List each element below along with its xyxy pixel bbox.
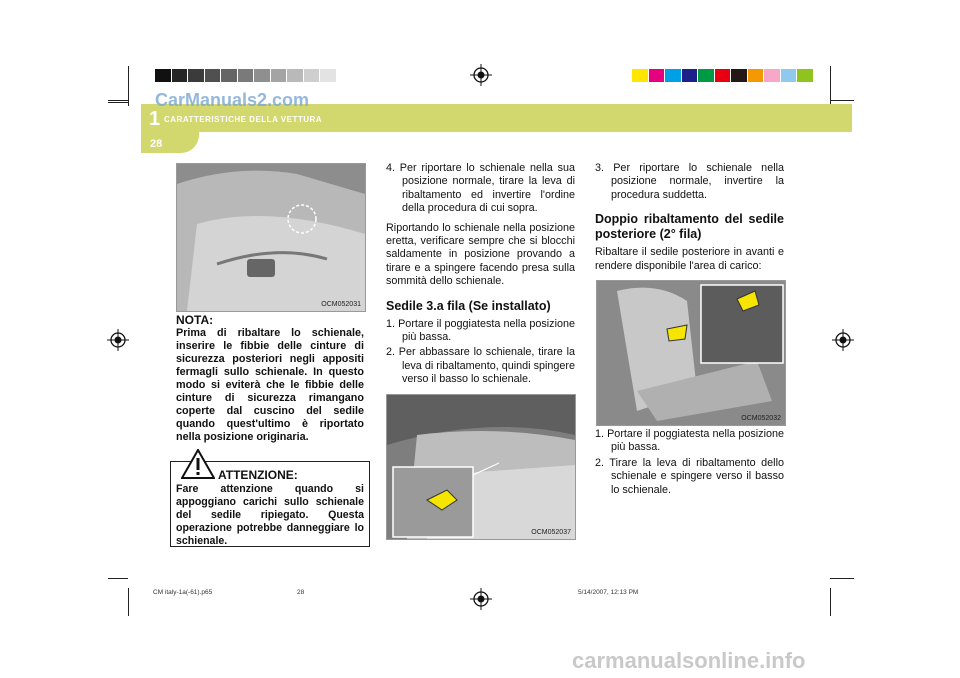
registration-mark-icon	[470, 588, 492, 610]
color-swatch	[665, 69, 681, 82]
color-swatch	[748, 69, 764, 82]
registration-mark-icon	[470, 64, 492, 86]
crop-mark	[830, 100, 854, 101]
paragraph: Riportando lo schienale nella posizione eretta, verificare sempre che si blocchi saldamente in posizione provando a tirare e a spingere facendo presa sulla sommità dello schienale.	[386, 221, 575, 288]
warning-body: Fare attenzione quando si appoggiano carichi sullo schienale del sedile ripiegato. Questa operazione potrebbe danneggiare lo schienale.	[176, 483, 364, 547]
warning-title: ATTENZIONE:	[218, 468, 298, 482]
seat-illustration-icon	[177, 164, 365, 311]
gray-color-bar	[155, 69, 337, 82]
note-body: Prima di ribaltare lo schienale, inserire le fibbie delle cinture di sicurezza posteriori negli appositi fermagli sullo schienale. In questo modo si eviterà che le fibbie delle cinture di sicurezza rimangano coperte dal cuscino del sedile quando quest'ultimo è riportato nella posizione originaria.	[176, 327, 364, 444]
site-watermark[interactable]: CarManuals2.com	[155, 90, 310, 110]
gray-swatch	[205, 69, 221, 82]
color-swatch	[797, 69, 813, 82]
warning-triangle-icon	[181, 449, 215, 479]
column-3	[595, 162, 784, 281]
process-color-bar	[632, 69, 814, 82]
page-number: 28	[150, 138, 163, 150]
color-swatch	[698, 69, 714, 82]
chapter-title: CARATTERISTICHE DELLA VETTURA	[164, 115, 323, 124]
footer-date: 5/14/2007, 12:13 PM	[578, 589, 639, 596]
crop-mark	[108, 100, 128, 101]
image-code: OCM052031	[321, 301, 361, 308]
cargo-illustration-icon	[387, 395, 575, 539]
step-item: 4. Per riportare lo schienale nella sua posizione normale, tirare la leva di ribaltamento ed invertire l'ordine della procedura di cui sopra.	[386, 162, 575, 215]
note-section	[176, 314, 364, 444]
second-row-seat-photo	[596, 280, 786, 426]
gray-swatch	[172, 69, 188, 82]
chapter-number: 1	[149, 108, 161, 130]
footer-page: 28	[297, 589, 305, 596]
crop-mark	[830, 588, 831, 616]
paragraph: Ribaltare il sedile posteriore in avanti e rendere disponibile l'area di carico:	[595, 246, 784, 272]
image-code: OCM052037	[531, 529, 571, 536]
image-code: OCM052032	[741, 415, 781, 422]
step-item: 1. Portare il poggiatesta nella posizione più bassa.	[386, 317, 575, 344]
crop-mark	[108, 578, 128, 579]
step-item: 2. Per abbassare lo schienale, tirare la leva di ribaltamento, quindi spingere verso il basso lo schienale.	[386, 346, 575, 386]
column-2	[386, 162, 575, 389]
step-item: 1. Portare il poggiatesta nella posizione più bassa.	[595, 428, 784, 454]
registration-mark-icon	[832, 329, 854, 351]
gray-swatch	[221, 69, 237, 82]
gray-swatch	[271, 69, 287, 82]
gray-swatch	[287, 69, 303, 82]
gray-swatch	[304, 69, 320, 82]
bottom-watermark[interactable]: carmanualsonline.info	[572, 648, 806, 673]
color-swatch	[632, 69, 648, 82]
gray-swatch	[320, 69, 336, 82]
color-swatch	[715, 69, 731, 82]
crop-mark	[128, 588, 129, 616]
crop-mark	[128, 66, 129, 106]
crop-mark	[108, 102, 128, 103]
crop-mark	[830, 578, 854, 579]
color-swatch	[731, 69, 747, 82]
section-heading: Doppio ribaltamento del sedile posteriore (2° fila)	[595, 212, 784, 242]
color-swatch	[781, 69, 797, 82]
color-swatch	[764, 69, 780, 82]
step-item: 2. Tirare la leva di ribaltamento dello schienale e spingere verso il basso lo schienale.	[595, 456, 784, 496]
step-item: 3. Per riportare lo schienale nella posizione normale, invertire la procedura suddetta.	[595, 162, 784, 201]
third-row-seat-photo	[386, 394, 576, 540]
registration-mark-icon	[107, 329, 129, 351]
section-heading: Sedile 3.a fila (Se installato)	[386, 298, 551, 313]
gray-swatch	[254, 69, 270, 82]
folding-seat-illustration-icon	[597, 281, 785, 425]
gray-swatch	[238, 69, 254, 82]
gray-swatch	[188, 69, 204, 82]
note-title: NOTA:	[176, 313, 214, 327]
color-swatch	[649, 69, 665, 82]
color-swatch	[682, 69, 698, 82]
column-3-steps	[595, 428, 784, 499]
gray-swatch	[155, 69, 171, 82]
seat-belt-buckle-photo	[176, 163, 366, 312]
footer-file: CM italy-1a(-61).p65	[153, 589, 213, 596]
